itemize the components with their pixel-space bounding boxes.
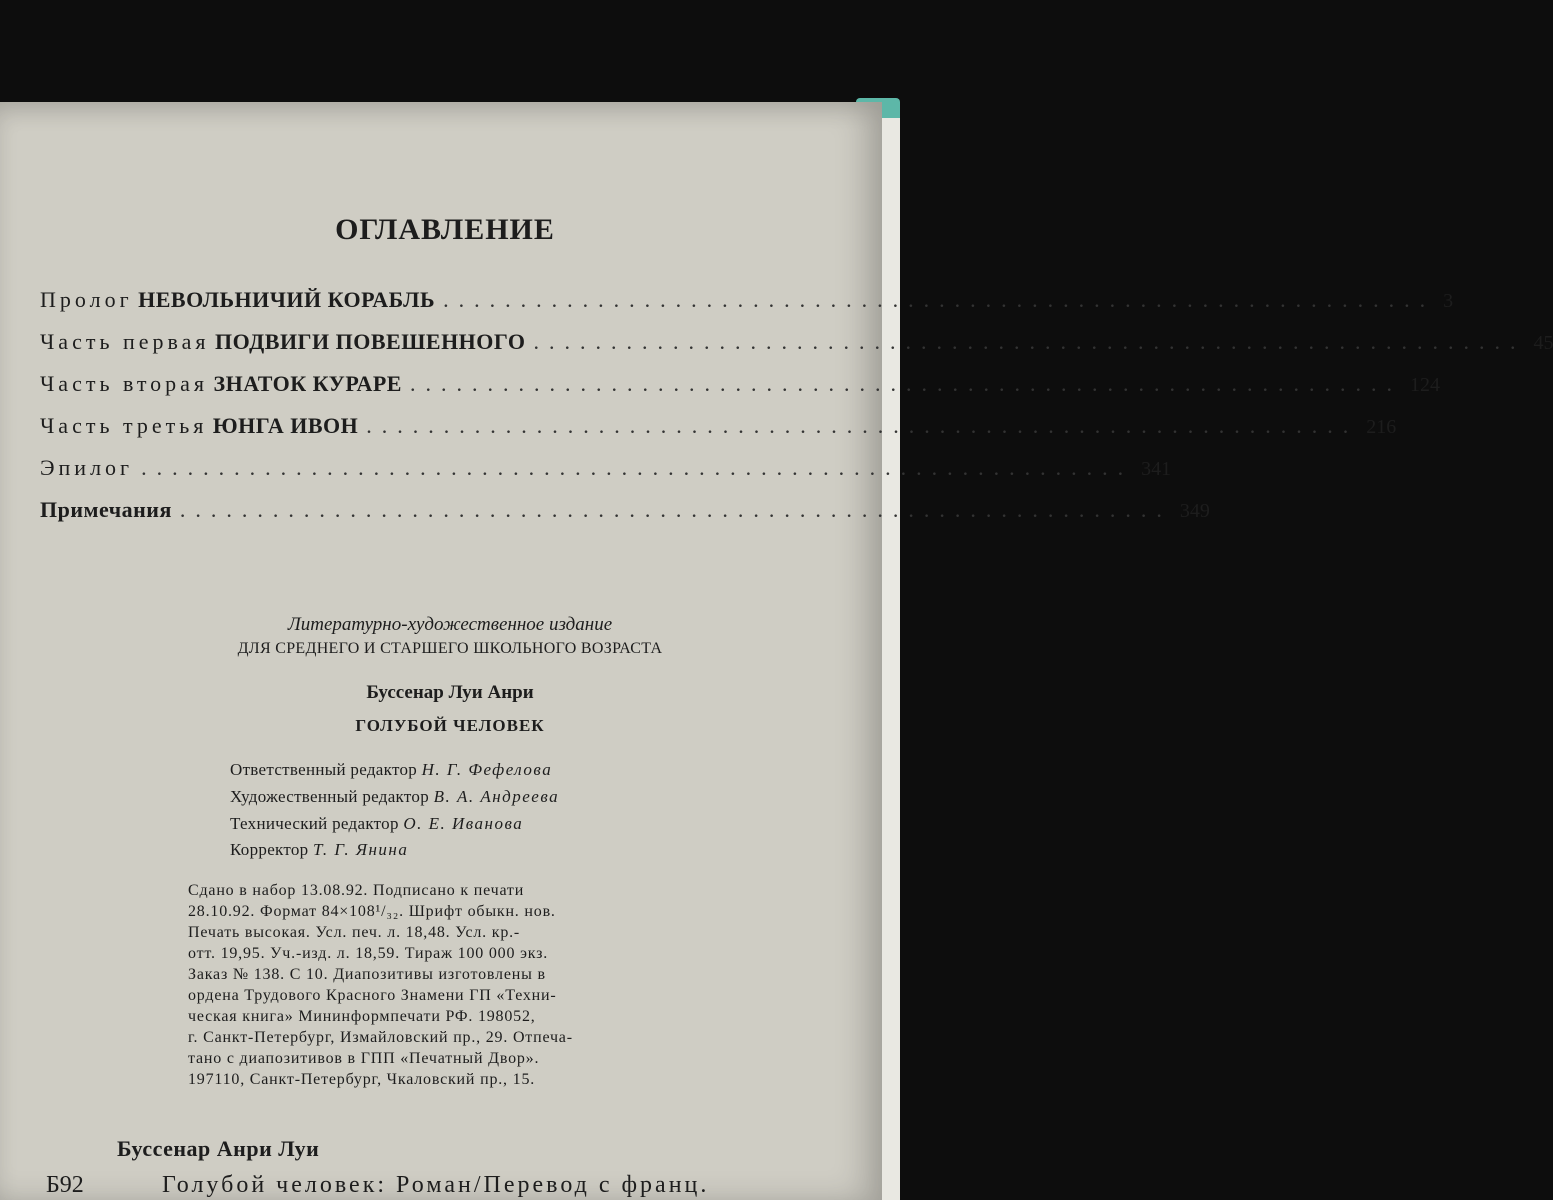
toc-entry-page: 124	[1409, 374, 1440, 396]
print-spec-line: ческая книга» Мининформпечати РФ. 198052,	[188, 1008, 536, 1025]
imprint-author: Буссенар Луи Анри	[366, 682, 534, 703]
toc-leader: ................................................................	[443, 287, 1436, 312]
toc-entry-page: 45	[1533, 332, 1553, 354]
print-spec-line: Заказ № 138. С 10. Диапозитивы изготовлены в	[188, 966, 546, 983]
credit-line	[230, 814, 523, 834]
print-spec-line: 28.10.92. Формат 84×108¹/₃₂. Шрифт обыкн. нов.	[188, 903, 556, 920]
print-spec-line: г. Санкт-Петербург, Измайловский пр., 29. Отпеча-	[188, 1029, 573, 1046]
imprint-book-title: ГОЛУБОЙ ЧЕЛОВЕК	[355, 716, 545, 735]
credit-role: Корректор	[230, 840, 309, 859]
toc-entry-title: ЗНАТОК КУРАРЕ	[213, 371, 402, 396]
toc-entry-prefix: Часть первая	[40, 329, 210, 354]
toc-leader: ................................................................	[533, 329, 1526, 354]
credit-role: Технический редактор	[230, 814, 399, 833]
credit-line	[230, 840, 408, 860]
toc-entry-page: 349	[1179, 500, 1210, 522]
credit-line	[230, 787, 559, 807]
toc-entry-title: ЮНГА ИВОН	[212, 413, 359, 438]
toc-entry-page: 216	[1366, 416, 1397, 438]
toc-entry-part-three	[40, 413, 1397, 447]
toc-entry-page: 3	[1443, 290, 1454, 312]
toc-entry-part-one	[40, 329, 1553, 363]
toc-entry-prefix: Часть вторая	[40, 371, 209, 396]
print-spec-line: 197110, Санкт-Петербург, Чкаловский пр., 15.	[188, 1071, 536, 1088]
toc-entry-prefix: Часть третья	[40, 413, 208, 438]
credit-name: В. А. Андреева	[433, 787, 560, 806]
toc-entry-title: Примечания	[40, 497, 172, 522]
toc-entry-title: НЕВОЛЬНИЧИЙ КОРАБЛЬ	[138, 287, 436, 312]
toc-entry-title: ПОДВИГИ ПОВЕШЕННОГО	[215, 329, 526, 354]
edition-type: Литературно-художественное издание	[287, 614, 613, 635]
toc-entry-part-two	[40, 371, 1440, 405]
bibliographic-code: Б92	[46, 1172, 84, 1198]
toc-leader: ................................................................	[141, 455, 1134, 480]
toc-entry-notes	[40, 497, 1210, 531]
credit-role: Художественный редактор	[230, 787, 429, 806]
toc-entry-page: 341	[1141, 458, 1172, 480]
credit-role: Ответственный редактор	[230, 760, 418, 779]
bibliographic-description: Голубой человек: Роман/Перевод с франц.	[162, 1172, 710, 1198]
print-spec-line: Сдано в набор 13.08.92. Подписано к печати	[188, 882, 525, 899]
bibliographic-author: Буссенар Анри Луи	[117, 1136, 320, 1161]
print-spec-line: Печать высокая. Усл. печ. л. 18,48. Усл. кр.-	[188, 924, 521, 941]
credit-name: Т. Г. Янина	[313, 840, 409, 859]
toc-entry-prologue	[40, 287, 1454, 321]
page-edge	[882, 118, 900, 1200]
credit-line	[230, 760, 552, 780]
credit-name: О. Е. Иванова	[403, 814, 524, 833]
audience-line: ДЛЯ СРЕДНЕГО И СТАРШЕГО ШКОЛЬНОГО ВОЗРАСТА	[237, 640, 663, 657]
print-spec-line: ордена Трудового Красного Знамени ГП «Техни-	[188, 987, 557, 1004]
toc-leader: ................................................................	[409, 371, 1402, 396]
toc-entry-epilogue	[40, 455, 1172, 489]
toc-leader: ................................................................	[179, 497, 1172, 522]
toc-leader: ................................................................	[366, 413, 1359, 438]
toc-title: ОГЛАВЛЕНИЕ	[335, 213, 555, 246]
toc-entry-prefix: Эпилог	[40, 455, 134, 480]
credit-name: Н. Г. Фефелова	[421, 760, 553, 779]
print-spec-block	[188, 880, 698, 1090]
print-spec-line: отт. 19,95. Уч.-изд. л. 18,59. Тираж 100 000 экз.	[188, 945, 549, 962]
print-spec-line: тано с диапозитивов в ГПП «Печатный Двор».	[188, 1050, 540, 1067]
toc-entry-prefix: Пролог	[40, 287, 133, 312]
